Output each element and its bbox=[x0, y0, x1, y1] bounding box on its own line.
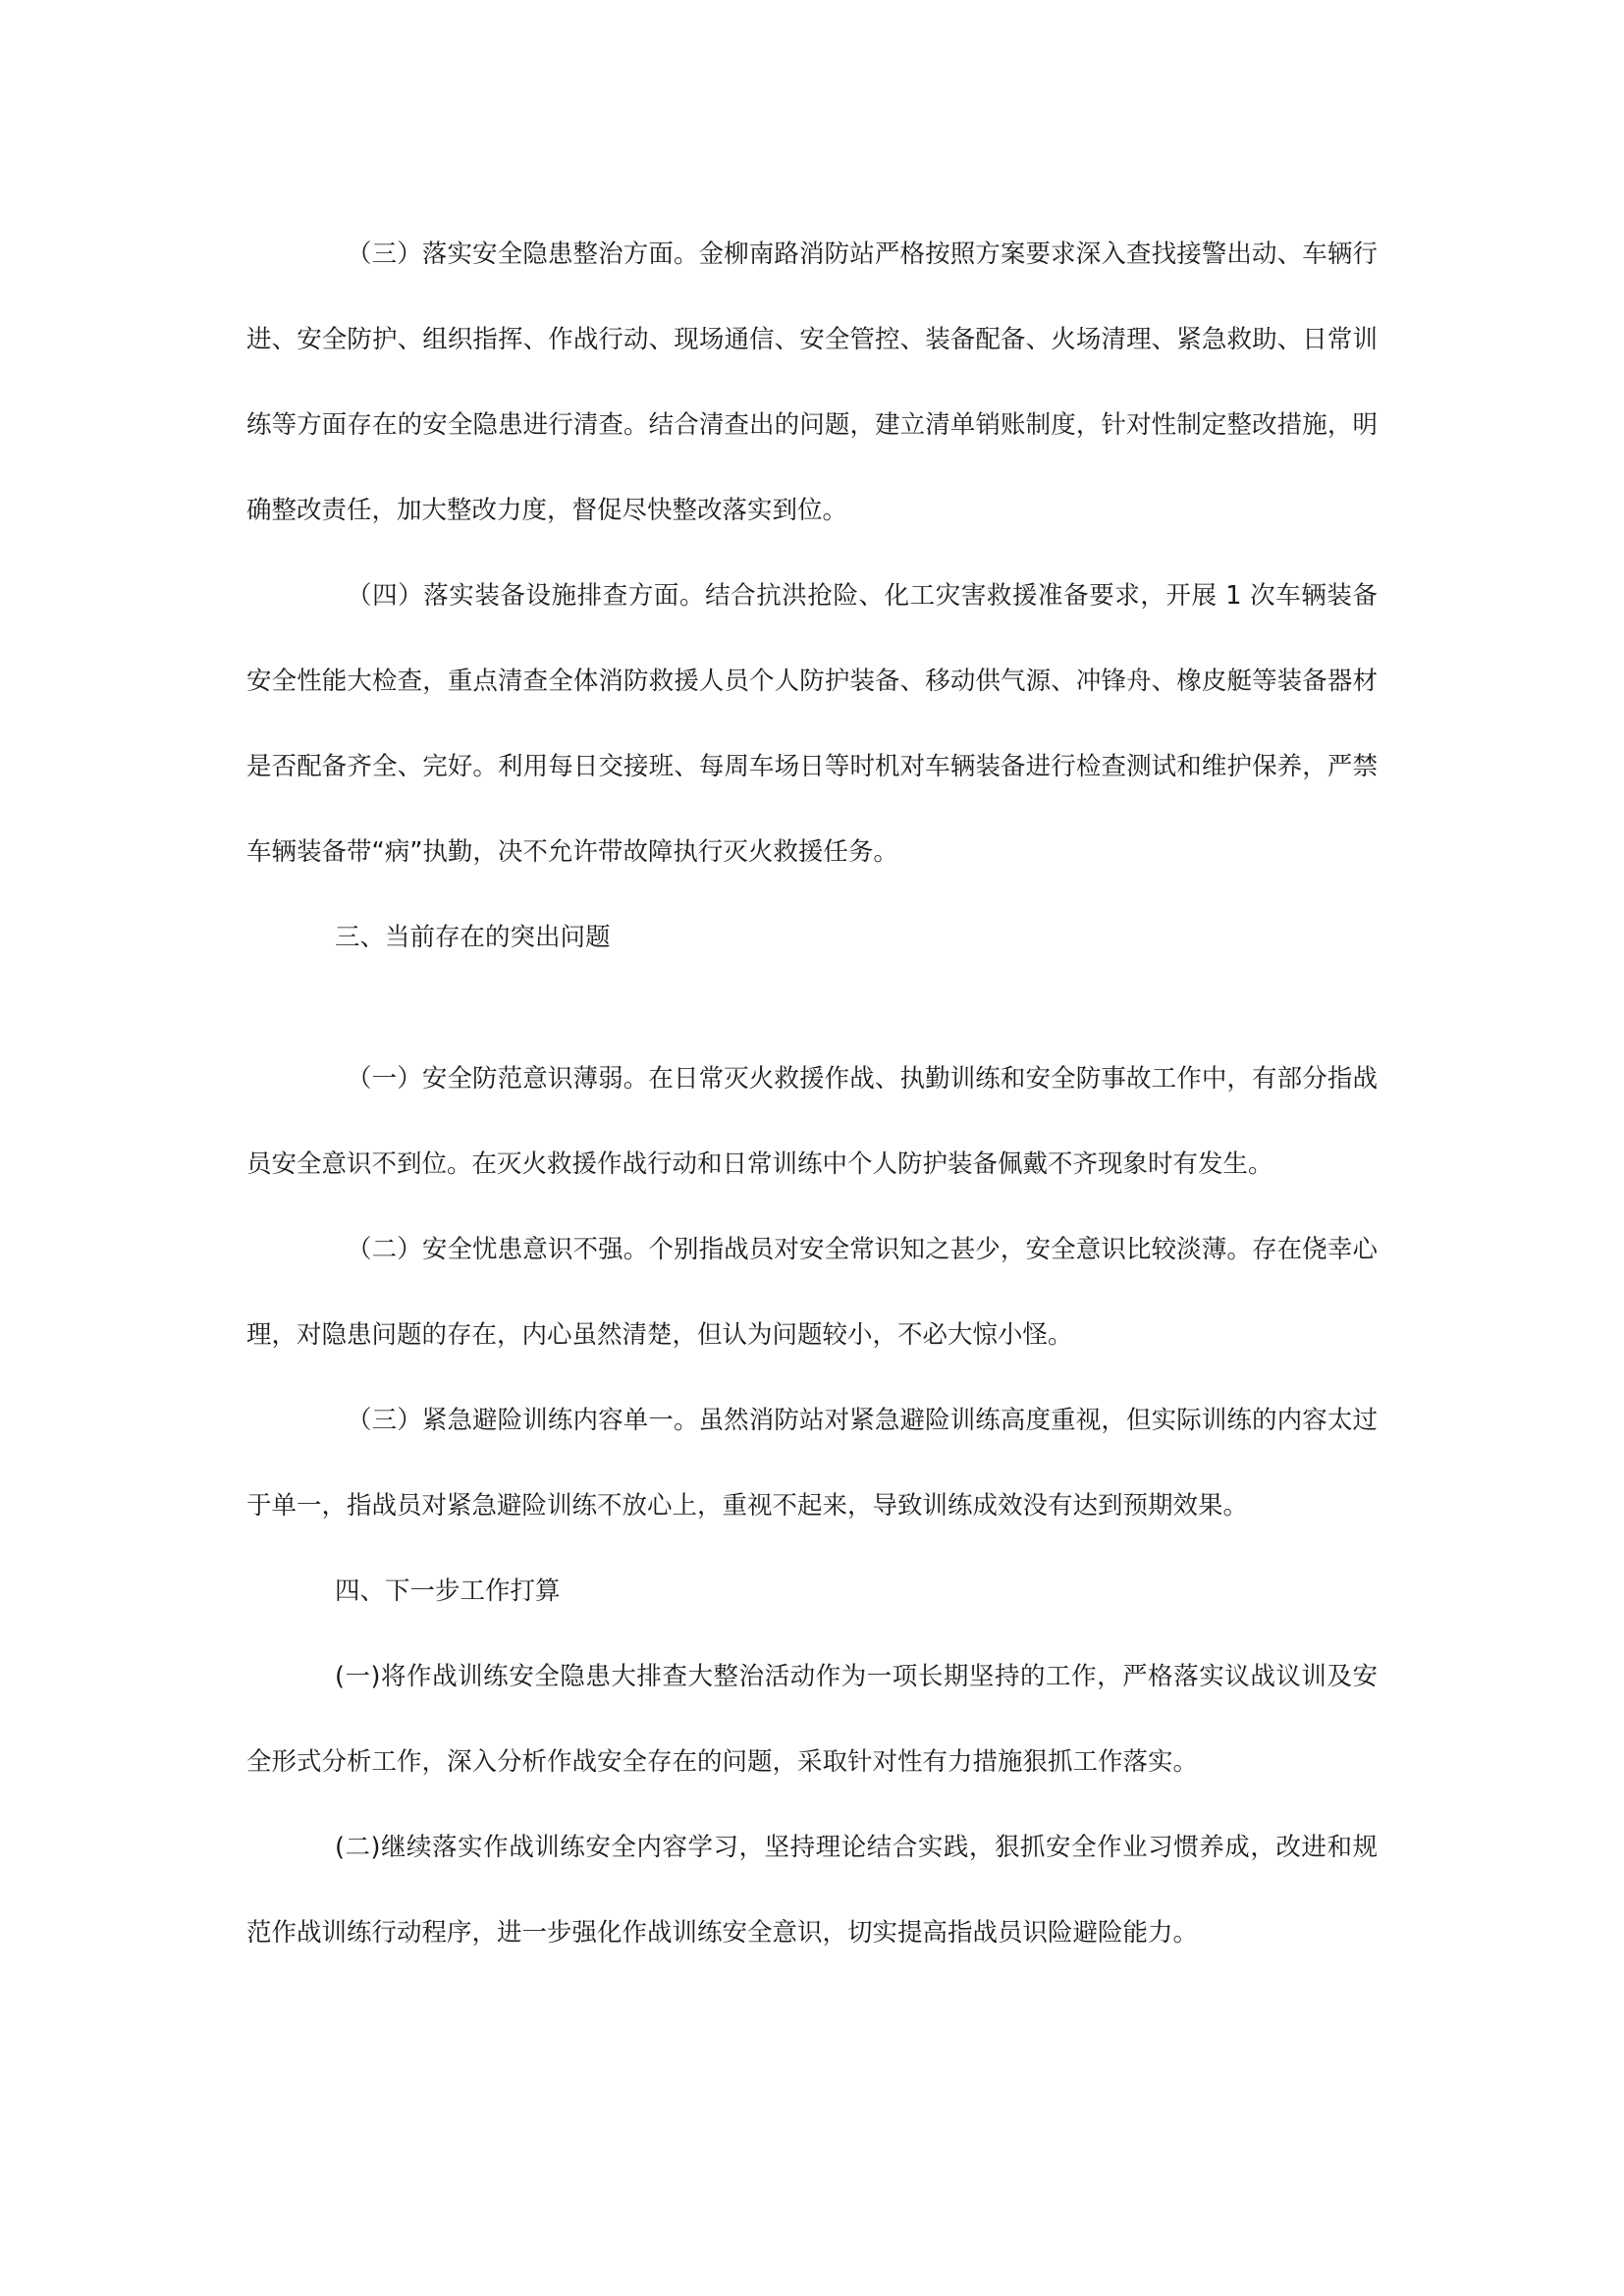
paragraph-equipment-inspection: （四）落实装备设施排查方面。结合抗洪抢险、化工灾害救援准备要求，开展 1 次车辆装备安全性能大检查，重点清查全体消防救援人员个人防护装备、移动供气源、冲锋舟、橡皮艇等装备器材是否配备齐全、完好。利用每日交接班、每周车场日等时机对车辆装备进行检查测试和维护保养，严禁车辆装备带“病”执勤，决不允许带故障执行灭火救援任务。 bbox=[246, 581, 1378, 867]
section-heading-current-problems: 三、当前存在的突出问题 bbox=[335, 923, 611, 952]
paragraph-next-step-one: (一)将作战训练安全隐患大排查大整治活动作为一项长期坚持的工作，严格落实议战议训及安全形式分析工作，深入分析作战安全存在的问题，采取针对性有力措施狠抓工作落实。 bbox=[246, 1662, 1378, 1777]
paragraph-hazard-rectification: （三）落实安全隐患整治方面。金柳南路消防站严格按照方案要求深入查找接警出动、车辆行进、安全防护、组织指挥、作战行动、现场通信、安全管控、装备配备、火场清理、紧急救助、日常训练等方面存在的安全隐患进行清查。结合清查出的问题，建立清单销账制度，针对性制定整改措施，明确整改责任，加大整改力度，督促尽快整改落实到位。 bbox=[246, 240, 1378, 525]
paragraph-single-training-content: （三）紧急避险训练内容单一。虽然消防站对紧急避险训练高度重视，但实际训练的内容太过于单一，指战员对紧急避险训练不放心上，重视不起来，导致训练成效没有达到预期效果。 bbox=[246, 1406, 1378, 1521]
paragraph-weak-safety-awareness: （一）安全防范意识薄弱。在日常灭火救援作战、执勤训练和安全防事故工作中，有部分指战员安全意识不到位。在灭火救援作战行动和日常训练中个人防护装备佩戴不齐现象时有发生。 bbox=[246, 1064, 1378, 1179]
paragraph-weak-risk-awareness: （二）安全忧患意识不强。个别指战员对安全常识知之甚少，安全意识比较淡薄。存在侥幸心理，对隐患问题的存在，内心虽然清楚，但认为问题较小，不必大惊小怪。 bbox=[246, 1235, 1378, 1350]
section-heading-next-steps: 四、下一步工作打算 bbox=[335, 1576, 561, 1606]
paragraph-next-step-two: (二)继续落实作战训练安全内容学习，坚持理论结合实践，狠抓安全作业习惯养成，改进和规范作战训练行动程序，进一步强化作战训练安全意识，切实提高指战员识险避险能力。 bbox=[246, 1833, 1378, 1948]
document-body bbox=[246, 212, 1378, 1976]
